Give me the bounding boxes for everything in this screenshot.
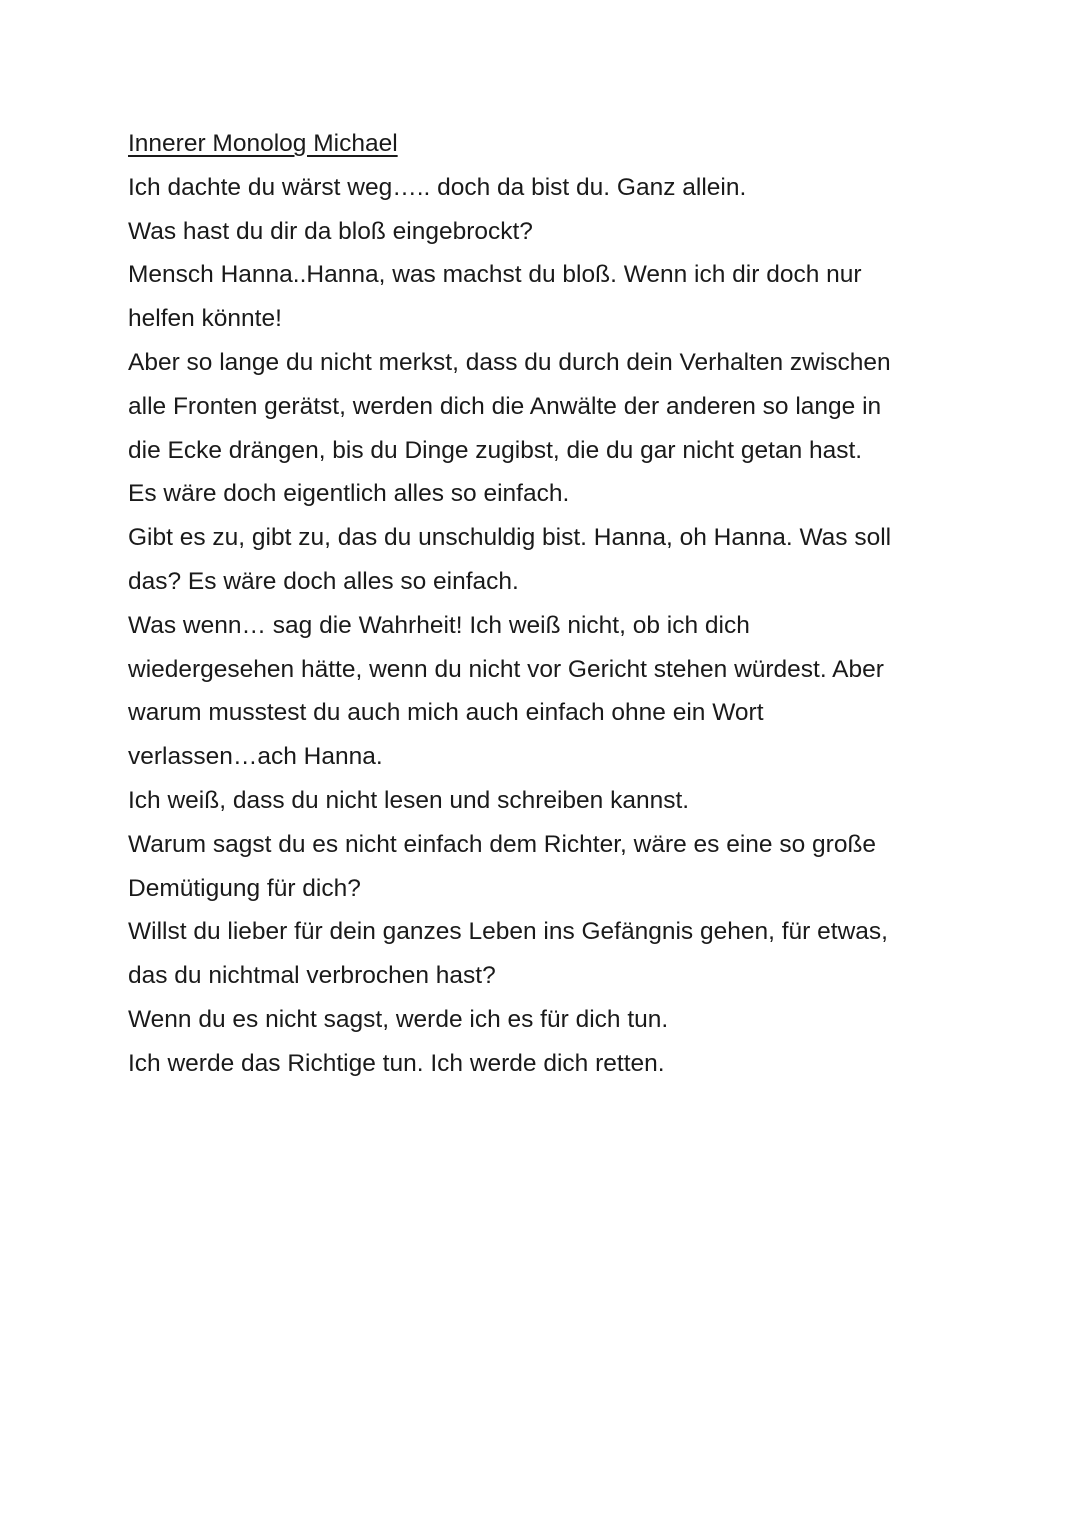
- document-title: Innerer Monolog Michael: [128, 130, 398, 157]
- text-line: verlassen…ach Hanna.: [128, 743, 383, 771]
- text-line: Wenn du es nicht sagst, werde ich es für dich tun.: [128, 1005, 669, 1033]
- text-line: Ich weiß, dass du nicht lesen und schreiben kannst.: [128, 786, 690, 814]
- text-line: Es wäre doch eigentlich alles so einfach.: [128, 480, 570, 508]
- text-line: Aber so lange du nicht merkst, dass du durch dein Verhalten zwischen: [128, 348, 891, 376]
- text-line: Warum sagst du es nicht einfach dem Richter, wäre es eine so große: [128, 830, 877, 858]
- text-line: Mensch Hanna..Hanna, was machst du bloß. Wenn ich dir doch nur: [128, 261, 862, 289]
- text-line: die Ecke drängen, bis du Dinge zugibst, die du gar nicht getan hast.: [128, 436, 863, 464]
- text-line: Gibt es zu, gibt zu, das du unschuldig bist. Hanna, oh Hanna. Was soll: [128, 524, 892, 552]
- text-line: helfen könnte!: [128, 305, 282, 333]
- text-line: das? Es wäre doch alles so einfach.: [128, 567, 519, 595]
- text-line: wiedergesehen hätte, wenn du nicht vor Gericht stehen würdest. Aber: [128, 655, 884, 683]
- text-line: Ich werde das Richtige tun. Ich werde dich retten.: [128, 1049, 665, 1077]
- text-line: Demütigung für dich?: [128, 874, 361, 902]
- text-line: Was wenn… sag die Wahrheit! Ich weiß nicht, ob ich dich: [128, 611, 750, 639]
- text-line: warum musstest du auch mich auch einfach ohne ein Wort: [128, 699, 764, 727]
- text-line: Willst du lieber für dein ganzes Leben ins Gefängnis gehen, für etwas,: [128, 918, 888, 946]
- text-line: alle Fronten gerätst, werden dich die Anwälte der anderen so lange in: [128, 392, 882, 420]
- text-line: das du nichtmal verbrochen hast?: [128, 962, 496, 990]
- document-body: [128, 122, 948, 1086]
- text-line: Was hast du dir da bloß eingebrockt?: [128, 217, 533, 245]
- text-line: Ich dachte du wärst weg….. doch da bist du. Ganz allein.: [128, 173, 747, 201]
